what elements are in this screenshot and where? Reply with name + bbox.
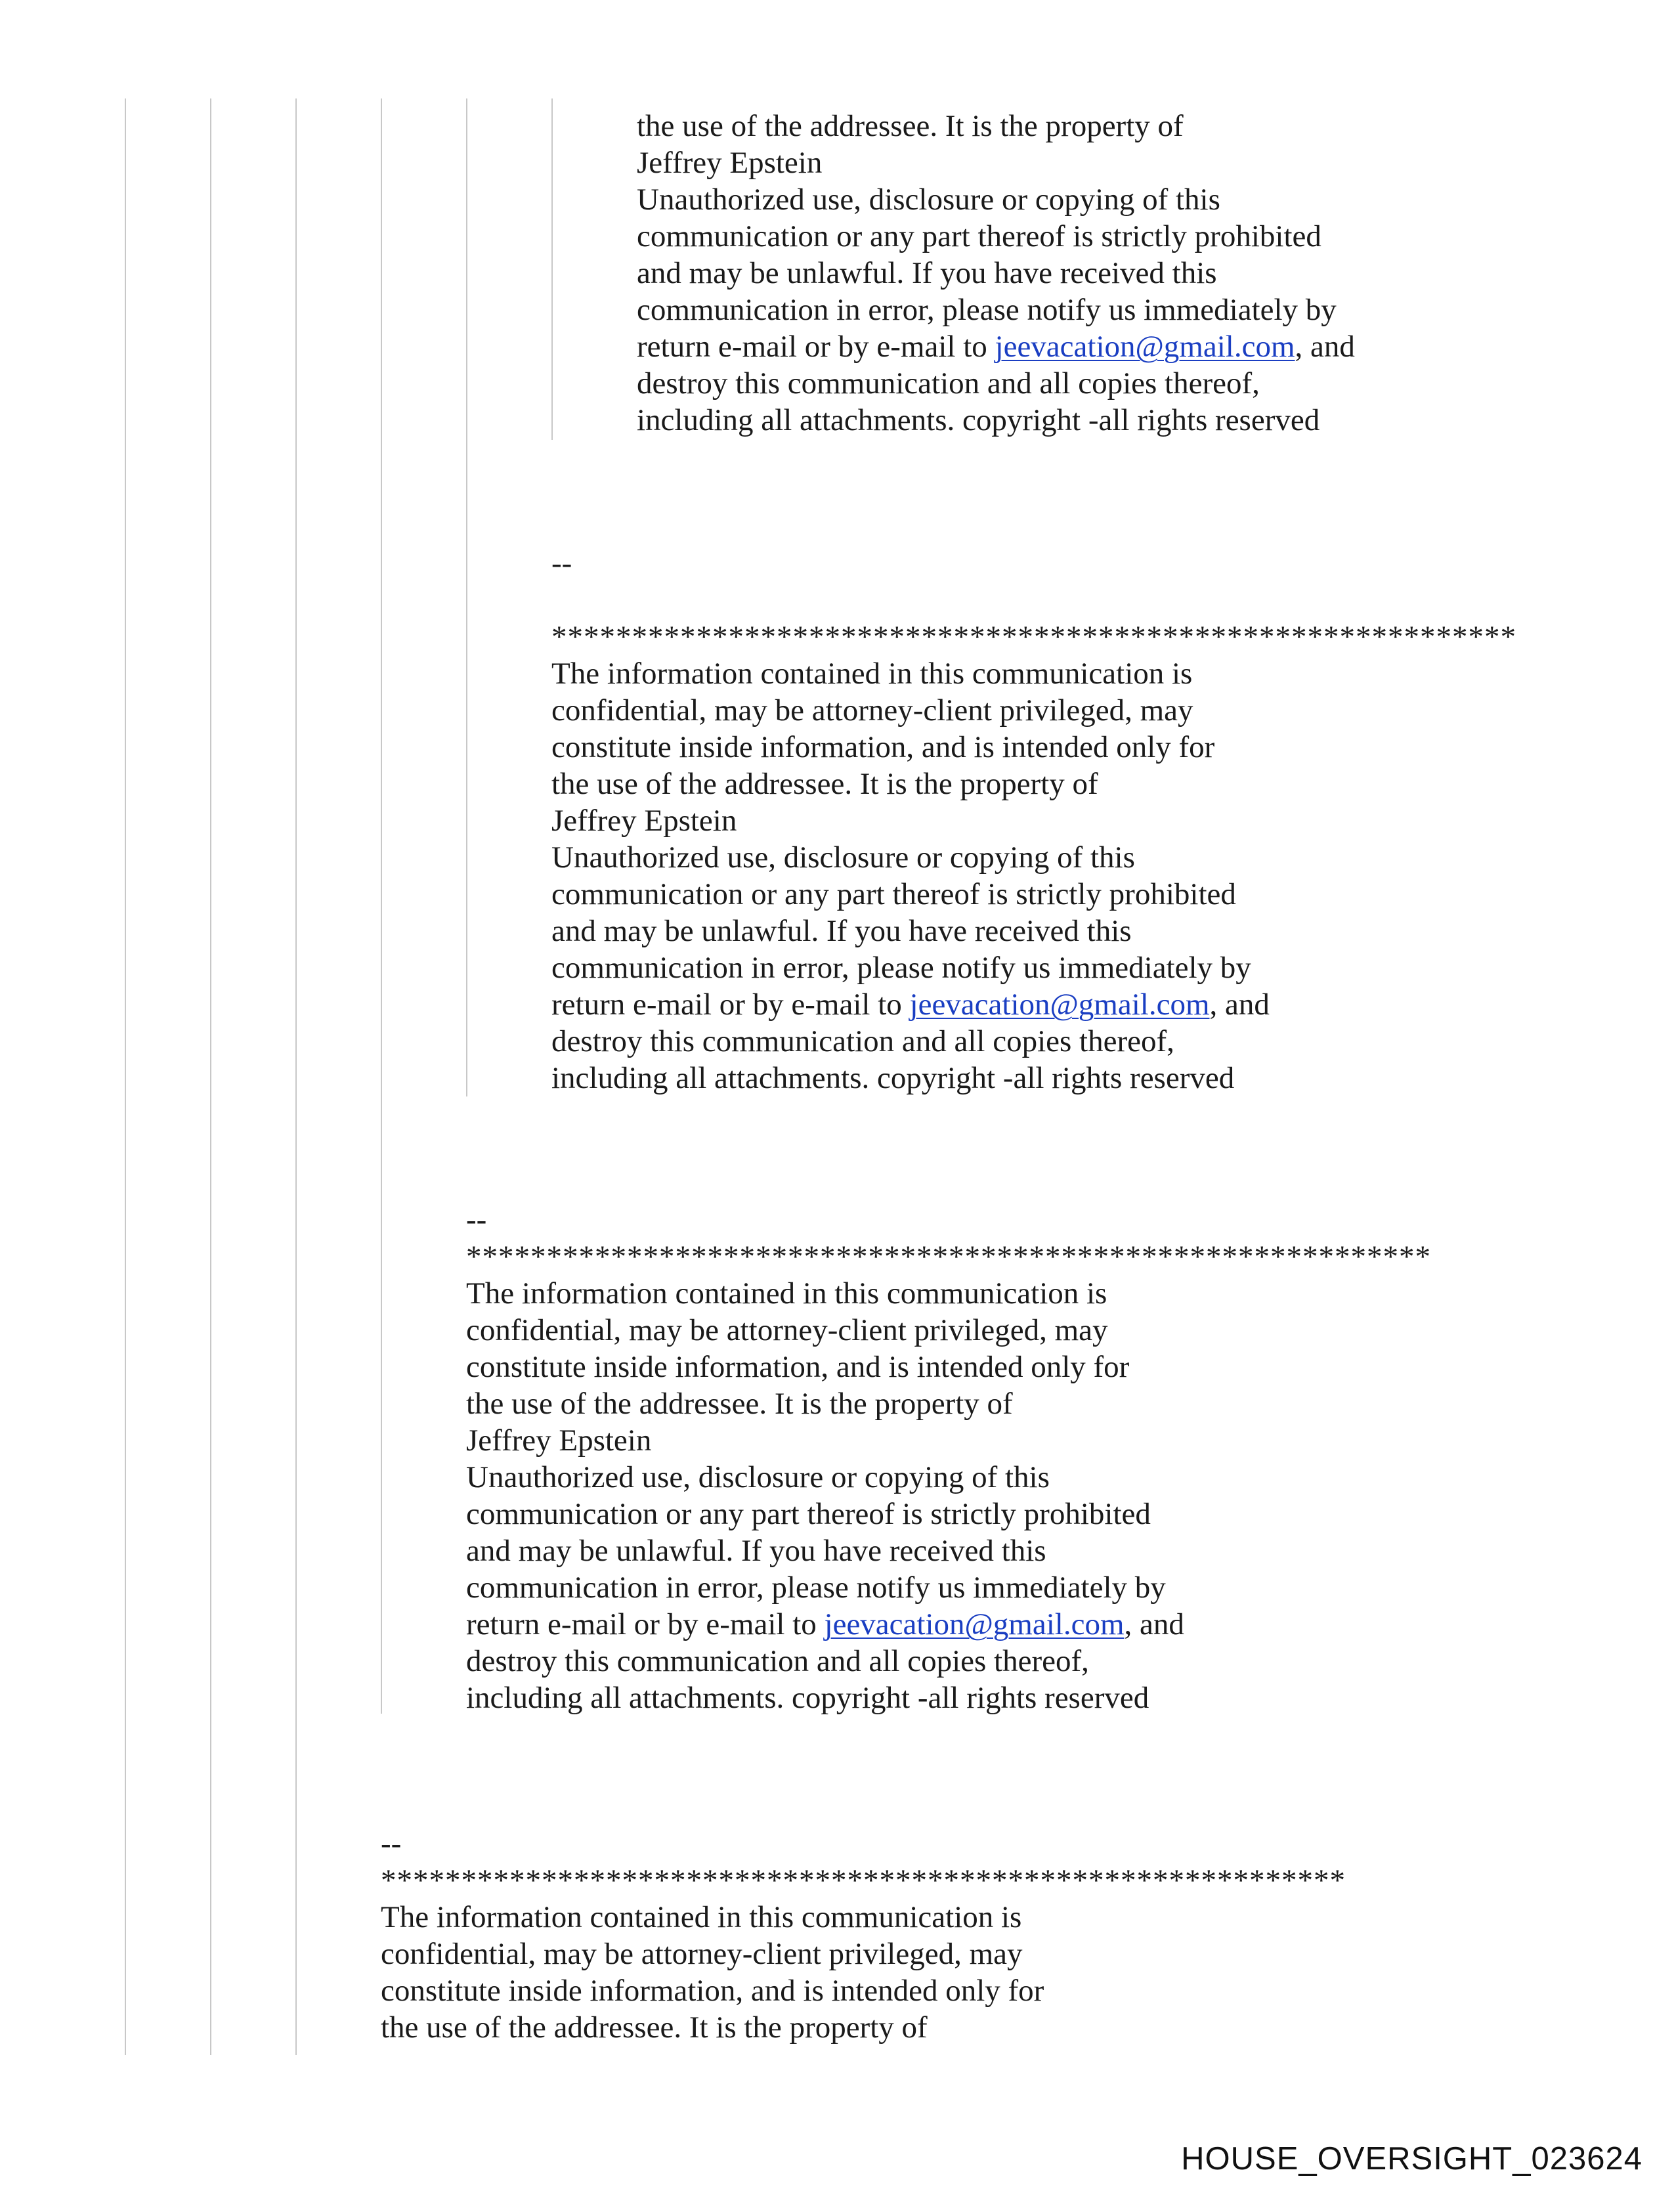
email-line: return e-mail or by e-mail to jeevacation@gmail.com, and	[551, 987, 1270, 1022]
disclaimer-block-1	[637, 108, 1355, 439]
disclaimer-line: communication or any part thereof is strictly prohibited	[466, 1497, 1151, 1531]
disclaimer-line: Unauthorized use, disclosure or copying of this	[466, 1460, 1050, 1494]
disclaimer-line: constitute inside information, and is intended only for	[551, 730, 1215, 764]
disclaimer-line: The information contained in this communication is	[381, 1900, 1022, 1934]
bates-number: HOUSE_OVERSIGHT_023624	[1181, 2141, 1642, 2177]
disclaimer-line: destroy this communication and all copies thereof,	[551, 1024, 1174, 1058]
quote-line-3	[295, 98, 297, 2055]
disclaimer-line: including all attachments. copyright -all rights reserved	[466, 1681, 1149, 1715]
blank-line	[551, 582, 1516, 618]
disclaimer-line: communication or any part thereof is strictly prohibited	[551, 877, 1236, 911]
disclaimer-line: Unauthorized use, disclosure or copying of this	[637, 183, 1220, 217]
disclaimer-line: confidential, may be attorney-client privileged, may	[381, 1937, 1023, 1971]
disclaimer-line: the use of the addressee. It is the property of	[381, 2010, 928, 2045]
quote-line-5	[466, 98, 467, 1096]
email-link[interactable]: jeevacation@gmail.com	[909, 987, 1210, 1022]
email-line: return e-mail or by e-mail to jeevacation@gmail.com, and	[637, 330, 1355, 364]
disclaimer-line: Jeffrey Epstein	[551, 804, 737, 838]
email-link[interactable]: jeevacation@gmail.com	[824, 1607, 1125, 1641]
disclaimer-line: confidential, may be attorney-client privileged, may	[551, 693, 1193, 727]
disclaimer-line: the use of the addressee. It is the property of	[551, 767, 1098, 801]
separator-stars: ************************************************************	[381, 1863, 1346, 1898]
disclaimer-line: The information contained in this communication is	[466, 1276, 1107, 1311]
disclaimer-line: Unauthorized use, disclosure or copying of this	[551, 840, 1135, 875]
separator-stars: ************************************************************	[551, 620, 1516, 654]
disclaimer-line: and may be unlawful. If you have received this	[637, 256, 1217, 290]
disclaimer-line: communication in error, please notify us immediately by	[466, 1571, 1166, 1605]
email-line: return e-mail or by e-mail to jeevacation@gmail.com, and	[466, 1607, 1184, 1641]
separator-stars: ************************************************************	[466, 1240, 1431, 1274]
separator-dashes: --	[551, 546, 572, 580]
disclaimer-line: destroy this communication and all copies thereof,	[637, 366, 1260, 401]
disclaimer-line: including all attachments. copyright -all rights reserved	[637, 403, 1320, 437]
disclaimer-line: communication or any part thereof is strictly prohibited	[637, 219, 1321, 253]
disclaimer-line: The information contained in this communication is	[551, 657, 1193, 691]
disclaimer-line: destroy this communication and all copies thereof,	[466, 1644, 1089, 1678]
disclaimer-line: including all attachments. copyright -all rights reserved	[551, 1061, 1235, 1095]
separator-dashes: --	[381, 1827, 402, 1861]
quote-line-2	[210, 98, 211, 2055]
disclaimer-line: Jeffrey Epstein	[466, 1423, 652, 1458]
disclaimer-line: communication in error, please notify us immediately by	[637, 293, 1337, 327]
disclaimer-block-2	[551, 545, 1516, 1096]
disclaimer-block-4	[381, 1825, 1346, 2046]
email-link[interactable]: jeevacation@gmail.com	[995, 330, 1295, 364]
disclaimer-line: and may be unlawful. If you have received this	[466, 1534, 1046, 1568]
disclaimer-line: the use of the addressee. It is the property of	[466, 1387, 1013, 1421]
quote-line-4	[381, 98, 382, 1714]
disclaimer-line: communication in error, please notify us immediately by	[551, 951, 1251, 985]
disclaimer-line: confidential, may be attorney-client privileged, may	[466, 1313, 1108, 1347]
separator-dashes: --	[466, 1203, 487, 1237]
disclaimer-block-3	[466, 1202, 1431, 1716]
disclaimer-line: constitute inside information, and is intended only for	[381, 1974, 1044, 2008]
disclaimer-line: Jeffrey Epstein	[637, 146, 823, 180]
quote-line-1	[125, 98, 126, 2055]
quote-line-6	[551, 98, 553, 440]
disclaimer-line: and may be unlawful. If you have received this	[551, 914, 1132, 948]
disclaimer-line: constitute inside information, and is intended only for	[466, 1350, 1130, 1384]
disclaimer-line: the use of the addressee. It is the property of	[637, 109, 1184, 143]
